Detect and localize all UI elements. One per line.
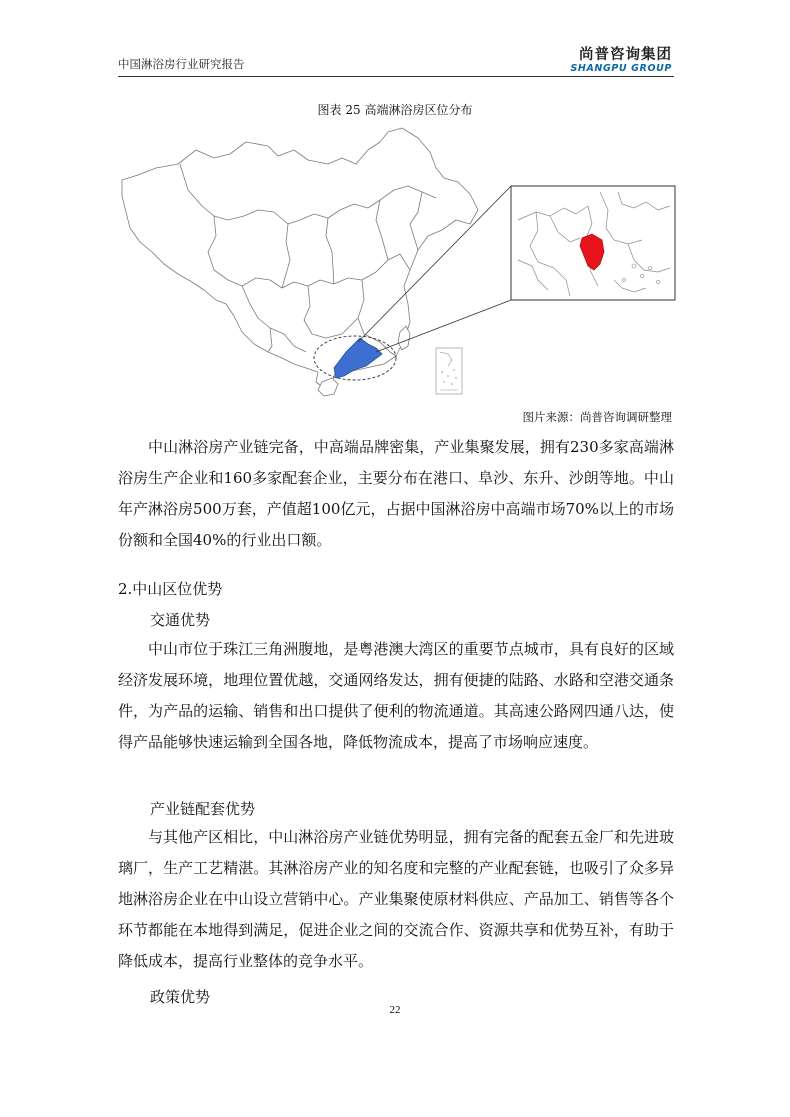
company-logo [560,47,672,74]
subheading-transport: 交通优势 [150,611,211,629]
figure-source: 图片来源：尚普咨询调研整理 [522,410,672,424]
header-doc-title: 中国淋浴房行业研究报告 [118,57,245,71]
logo-cn-text: 尚普咨询集团 [579,47,672,63]
section-heading-2: 2.中山区位优势 [118,580,223,598]
figure-caption: 图表 25 高端淋浴房区位分布 [317,103,473,117]
south-china-sea-inset [436,348,462,394]
logo-en-text: SHANGPU GROUP [570,63,672,74]
body-paragraph-2: 中山市位于珠江三角洲腹地，是粤港澳大湾区的重要节点城市，具有良好的区域经济发展环境，地理位置优越，交通网络发达，拥有便捷的陆路、水路和空港交通条件，为产品的运输、销售和出口提供了便利的物流通道。其高速公路网四通八达，使得产品能够快速运输到全国各地，降低物流成本，提高了市场响应速度。 [118,640,674,751]
header-divider [118,76,674,77]
page-number: 22 [389,1004,401,1016]
zoom-inset-map [511,186,675,300]
subheading-industry-chain: 产业链配套优势 [150,800,256,818]
body-paragraph-1: 中山淋浴房产业链完备，中高端品牌密集，产业集聚发展，拥有230多家高端淋浴房生产企业和160多家配套企业，主要分布在港口、阜沙、东升、沙朗等地。中山年产淋浴房500万套，产值超100亿元，占据中国淋浴房中高端市场70%以上的市场份额和全国40%的行业出口额。 [118,438,674,549]
subheading-policy: 政策优势 [150,988,211,1006]
body-paragraph-3: 与其他产区相比，中山淋浴房产业链优势明显，拥有完备的配套五金厂和先进玻璃厂，生产工艺精湛。其淋浴房产业的知名度和完整的产业配套链，也吸引了众多异地淋浴房企业在中山设立营销中心。产业集聚使原材料供应、产品加工、销售等各个环节都能在本地得到满足，促进企业之间的交流合作、资源共享和优势互补，有助于降低成本，提高行业整体的竞争水平。 [118,828,674,970]
china-map-figure [118,120,678,405]
